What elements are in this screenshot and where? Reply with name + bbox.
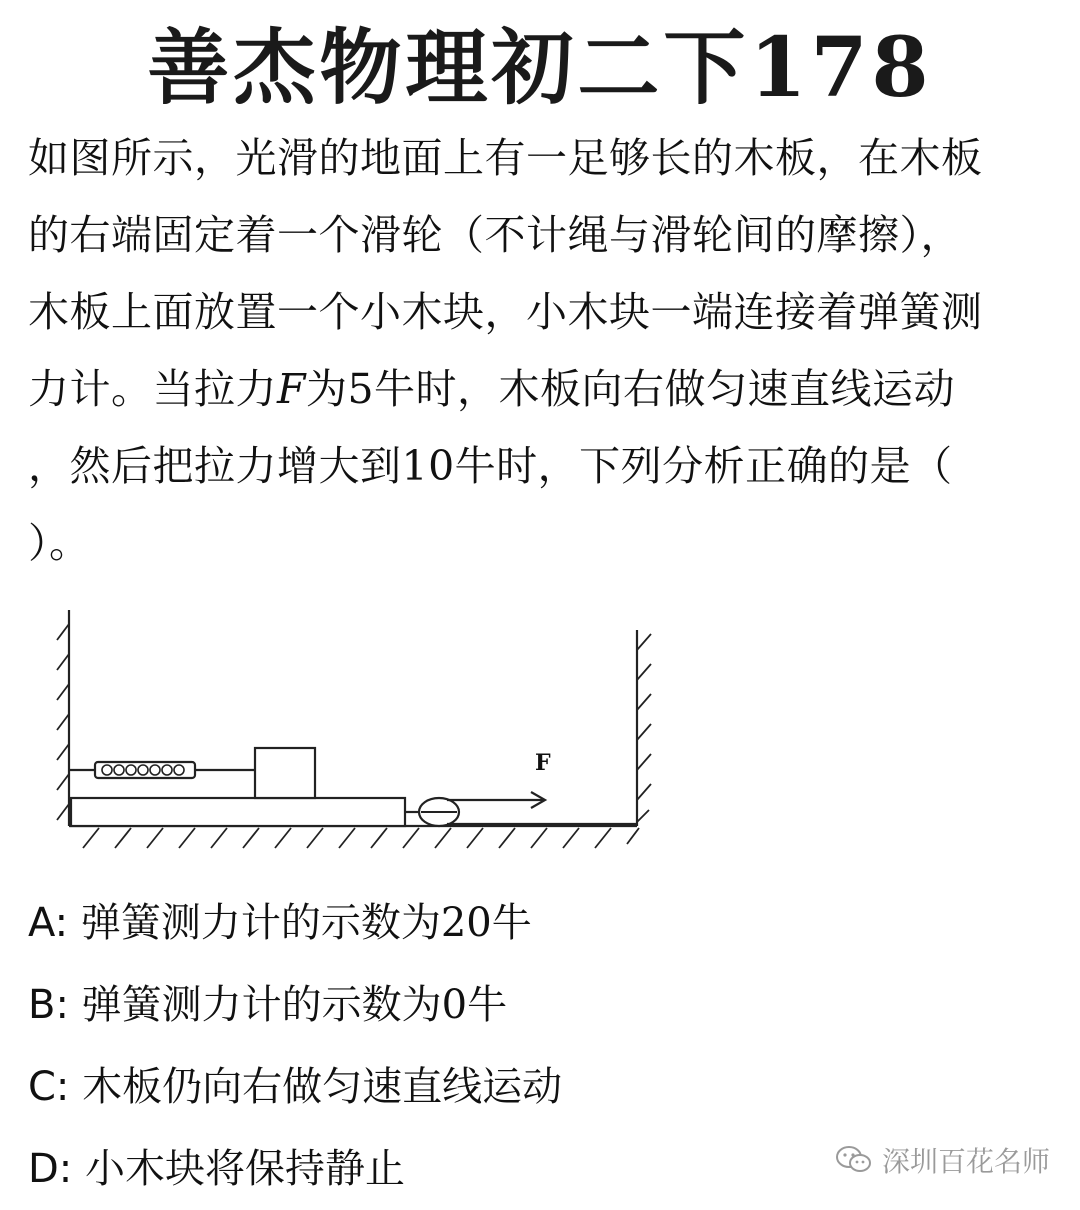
force-value: 10 xyxy=(401,442,455,490)
option-d[interactable]: D: 小木块将保持静止 xyxy=(28,1146,405,1192)
option-label: C: xyxy=(28,1064,83,1110)
force-variable: F xyxy=(277,365,306,413)
option-b[interactable]: B: 弹簧测力计的示数为0牛 xyxy=(28,982,508,1028)
wooden-board xyxy=(71,798,405,826)
physics-diagram xyxy=(55,600,655,860)
watermark-text: 深圳百花名师 xyxy=(881,1145,1050,1178)
option-label: A: xyxy=(28,900,81,946)
right-wall-hatching xyxy=(637,634,651,822)
wooden-block xyxy=(255,748,315,798)
question-line: ，然后把拉力增大到10牛时，下列分析正确的是（ xyxy=(28,442,953,490)
option-label: B: xyxy=(28,982,82,1028)
question-line: 的右端固定着一个滑轮（不计绳与滑轮间的摩擦）， xyxy=(28,211,962,259)
option-label: D: xyxy=(28,1146,85,1192)
question-line: ）。 xyxy=(28,519,91,567)
ground-hatching xyxy=(83,828,639,848)
question-text xyxy=(28,120,1058,582)
left-wall-hatching xyxy=(57,624,69,820)
watermark xyxy=(834,1140,1050,1180)
force-value: 5 xyxy=(347,365,375,413)
option-c[interactable]: C: 木板仍向右做匀速直线运动 xyxy=(28,1064,563,1110)
force-label: F xyxy=(535,750,551,776)
question-line: 力计。当拉力F为5牛时，木板向右做匀速直线运动 xyxy=(28,365,956,413)
wechat-icon xyxy=(834,1144,874,1176)
question-line: 如图所示，光滑的地面上有一足够长的木板，在木板 xyxy=(28,134,983,182)
question-line: 木板上面放置一个小木块，小木块一端连接着弹簧测 xyxy=(28,288,983,336)
page-title: 善杰物理初二下178 xyxy=(147,20,933,116)
option-a[interactable]: A: 弹簧测力计的示数为20牛 xyxy=(28,900,532,946)
